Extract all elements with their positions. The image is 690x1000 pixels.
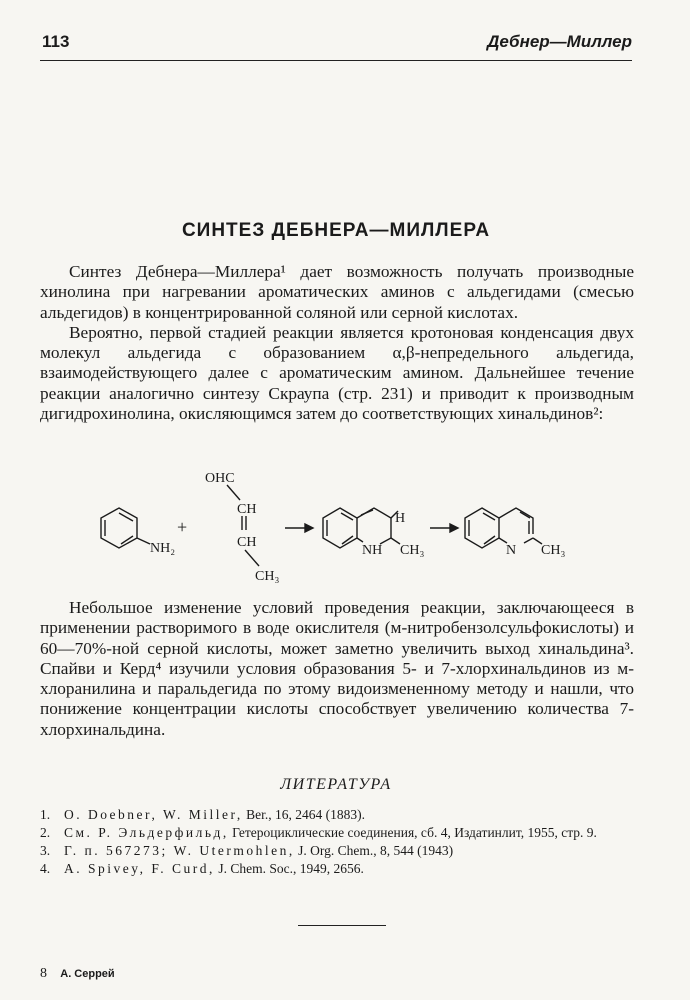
- reaction-scheme: [95, 470, 595, 590]
- dihydro-h-label: H: [395, 511, 406, 526]
- reference-item: [40, 860, 634, 878]
- reference-source: Ber., 16, 2464 (1883).: [242, 807, 366, 822]
- aldehyde-ch1-label: CH: [237, 502, 257, 517]
- aniline-ring: [101, 508, 137, 548]
- printer-signature: [40, 965, 115, 982]
- reference-number: 2.: [40, 825, 51, 840]
- reference-item: [40, 842, 634, 860]
- signature-name: А. Серрей: [60, 968, 115, 980]
- reference-item: [40, 824, 634, 842]
- aniline-nh2-label: NH₂: [150, 541, 176, 556]
- reference-number: 3.: [40, 843, 51, 858]
- aldehyde-ch2-label: CH: [237, 535, 257, 550]
- signature-number: 8: [40, 966, 47, 981]
- reaction-scheme-svg: [95, 470, 595, 590]
- quinaldine-ch3-label: CH₃: [541, 543, 566, 558]
- reference-number: 4.: [40, 861, 51, 876]
- dihydro-ch3-label: CH₃: [400, 543, 425, 558]
- body-text-bottom: [40, 598, 634, 740]
- reference-authors: O. Doebner, W. Miller,: [64, 807, 243, 822]
- reference-authors: См. Р. Эльдерфильд,: [64, 825, 229, 840]
- running-header: [40, 30, 632, 61]
- dihydro-nh-label: NH: [362, 543, 383, 558]
- article-title: СИНТЕЗ ДЕБНЕРА—МИЛЛЕРА: [181, 220, 491, 241]
- reference-item: [40, 806, 634, 824]
- reference-authors: Г. п. 567273; W. Utermohlen,: [64, 843, 295, 858]
- reference-authors: A. Spivey, F. Curd,: [64, 861, 215, 876]
- body-text-top: [40, 262, 634, 424]
- quinoline-pyridine-ring: [499, 508, 533, 534]
- paragraph-3: Небольшое изменение условий проведения реакции, заключающееся в применении растворимого в воде окислителя (м-нитробензолсульфокислоты) и 60—70%-ной серной кислоты, может заметно увеличить выход хинальдина³. Спайви и Керд⁴ изучили условия образования 5- и 7-хлорхинальдинов из м-хлоранилина и паральдегида по этому видоизмененному методу и нашли, что понижение концентрации кислоты способствует увеличению количества 7-хлорхинальдина.: [40, 598, 634, 739]
- end-rule: [298, 925, 386, 926]
- quinoline-n-label: N: [506, 543, 517, 558]
- reference-source: J. Chem. Soc., 1949, 2656.: [214, 861, 364, 876]
- running-title: Дебнер—Миллер: [487, 32, 632, 51]
- dihydro-benzene-ring: [323, 508, 357, 548]
- dihydro-hetero-ring: [357, 508, 391, 544]
- paragraph-2: Вероятно, первой стадией реакции является кротоновая конденсация двух молекул альдегида с образованием α,β-непредельного альдегида, взаимодействующего далее с ароматическим амином. Дальнейшее течение реакции аналогично синтезу Скраупа (стр. 231) и приводит к производным дигидрохинолина, окисляющимся затем до соответствующих хинальдинов²:: [40, 322, 634, 424]
- reference-list: [40, 806, 634, 878]
- reference-number: 1.: [40, 807, 51, 822]
- page-number: 113: [42, 32, 70, 51]
- aldehyde-ch3-label: CH₃: [255, 569, 280, 584]
- reference-source: J. Org. Chem., 8, 544 (1943): [294, 843, 454, 858]
- literature-heading: ЛИТЕРАТУРА: [280, 776, 392, 793]
- plus-sign: +: [177, 517, 188, 537]
- reference-source: Гетероциклические соединения, сб. 4, Издатинлит, 1955, стр. 9.: [228, 825, 597, 840]
- aldehyde-ohc-label: OHC: [205, 471, 235, 486]
- paragraph-1: Синтез Дебнера—Миллера¹ дает возможность получать производные хинолина при нагревании ароматических аминов с альдегидами (смесью альдегидов) в концентрированной соляной или серной кислотах.: [40, 262, 634, 322]
- quinoline-benzene-ring: [465, 508, 499, 548]
